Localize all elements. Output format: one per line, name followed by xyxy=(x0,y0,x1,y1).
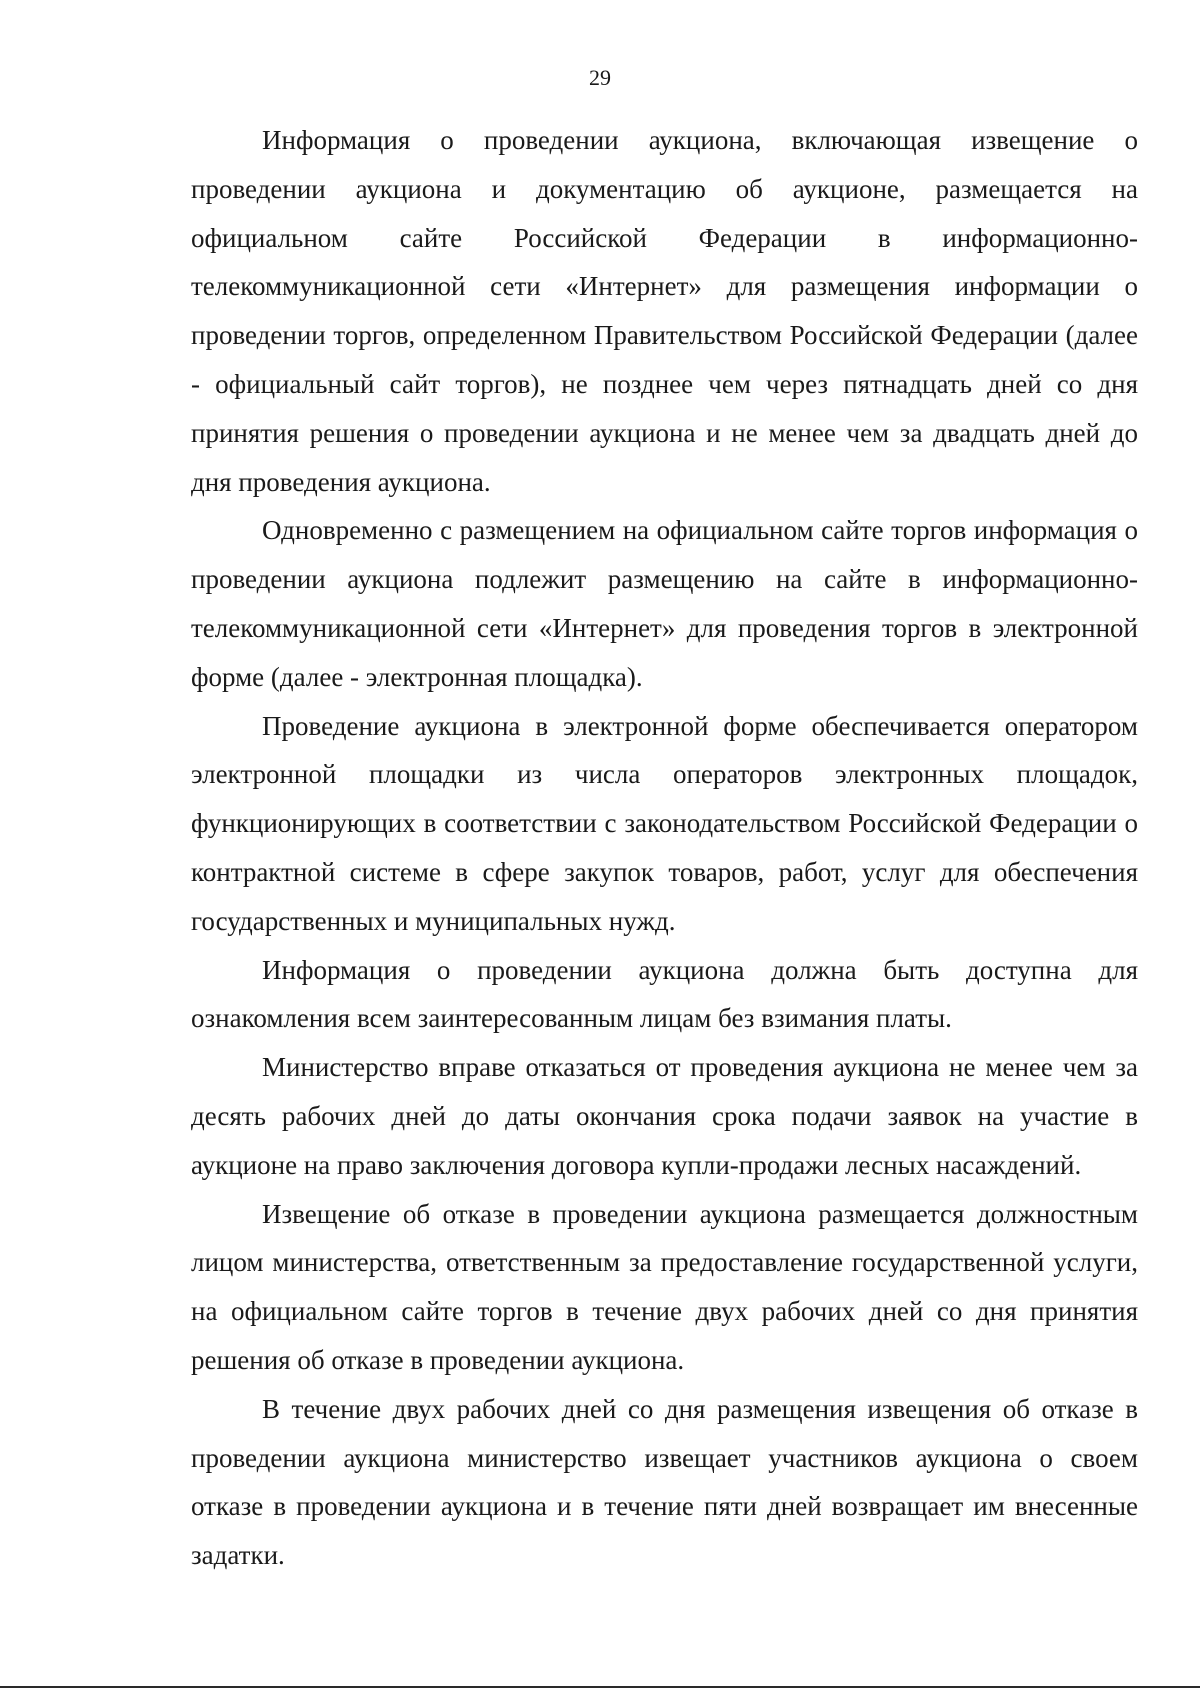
paragraph-refusal-notice: Извещение об отказе в проведении аукциона размещается должностным лицом министерства, ответственным за предоставление государственной услуги, на официальном сайте торгов в течение двух рабочих дней со дня принятия решения об отказе в проведении аукциона. xyxy=(191,1198,1138,1375)
page-number: 29 xyxy=(589,65,611,90)
paragraph-participant-notification: В течение двух рабочих дней со дня размещения извещения об отказе в проведении аукциона министерство извещает участников аукциона о своем отказе в проведении аукциона и в течение пяти дней возвращает им внесенные задатки. xyxy=(191,1393,1138,1571)
paragraph-ministry-refusal-right: Министерство вправе отказаться от проведения аукциона не менее чем за десять рабочих дней до даты окончания срока подачи заявок на участие в аукционе на право заключения договора купли-продажи лесных насаждений. xyxy=(191,1052,1138,1180)
paragraph-auction-info-publication: Информация о проведении аукциона, включающая извещение о проведении аукциона и документацию об аукционе, размещается на официальном сайте Российской Федерации в информационно-телекоммуникационной сети «Интернет» для размещения информации о проведении торгов, определенном Правительством Российской Федерации (далее - официальный сайт торгов), не позднее чем через пятнадцать дней со дня принятия решения о проведении аукциона и не менее чем за двадцать дней до дня проведения аукциона. xyxy=(191,125,1138,497)
paragraph-platform-operator: Проведение аукциона в электронной форме обеспечивается оператором электронной площадки из числа операторов электронных площадок, функционирующих в соответствии с законодательством Российской Федерации о контрактной системе в сфере закупок товаров, работ, услуг для обеспечения государственных и муниципальных нужд. xyxy=(191,710,1138,936)
document-body xyxy=(191,116,1138,1580)
paragraph-electronic-platform: Одновременно с размещением на официальном сайте торгов информация о проведении аукциона подлежит размещению на сайте в информационно-телекоммуникационной сети «Интернет» для проведения торгов в электронной форме (далее - электронная площадка). xyxy=(191,515,1138,692)
page-bottom-edge xyxy=(0,1686,1200,1688)
paragraph-free-access: Информация о проведении аукциона должна быть доступна для ознакомления всем заинтересованным лицам без взимания платы. xyxy=(191,954,1138,1034)
